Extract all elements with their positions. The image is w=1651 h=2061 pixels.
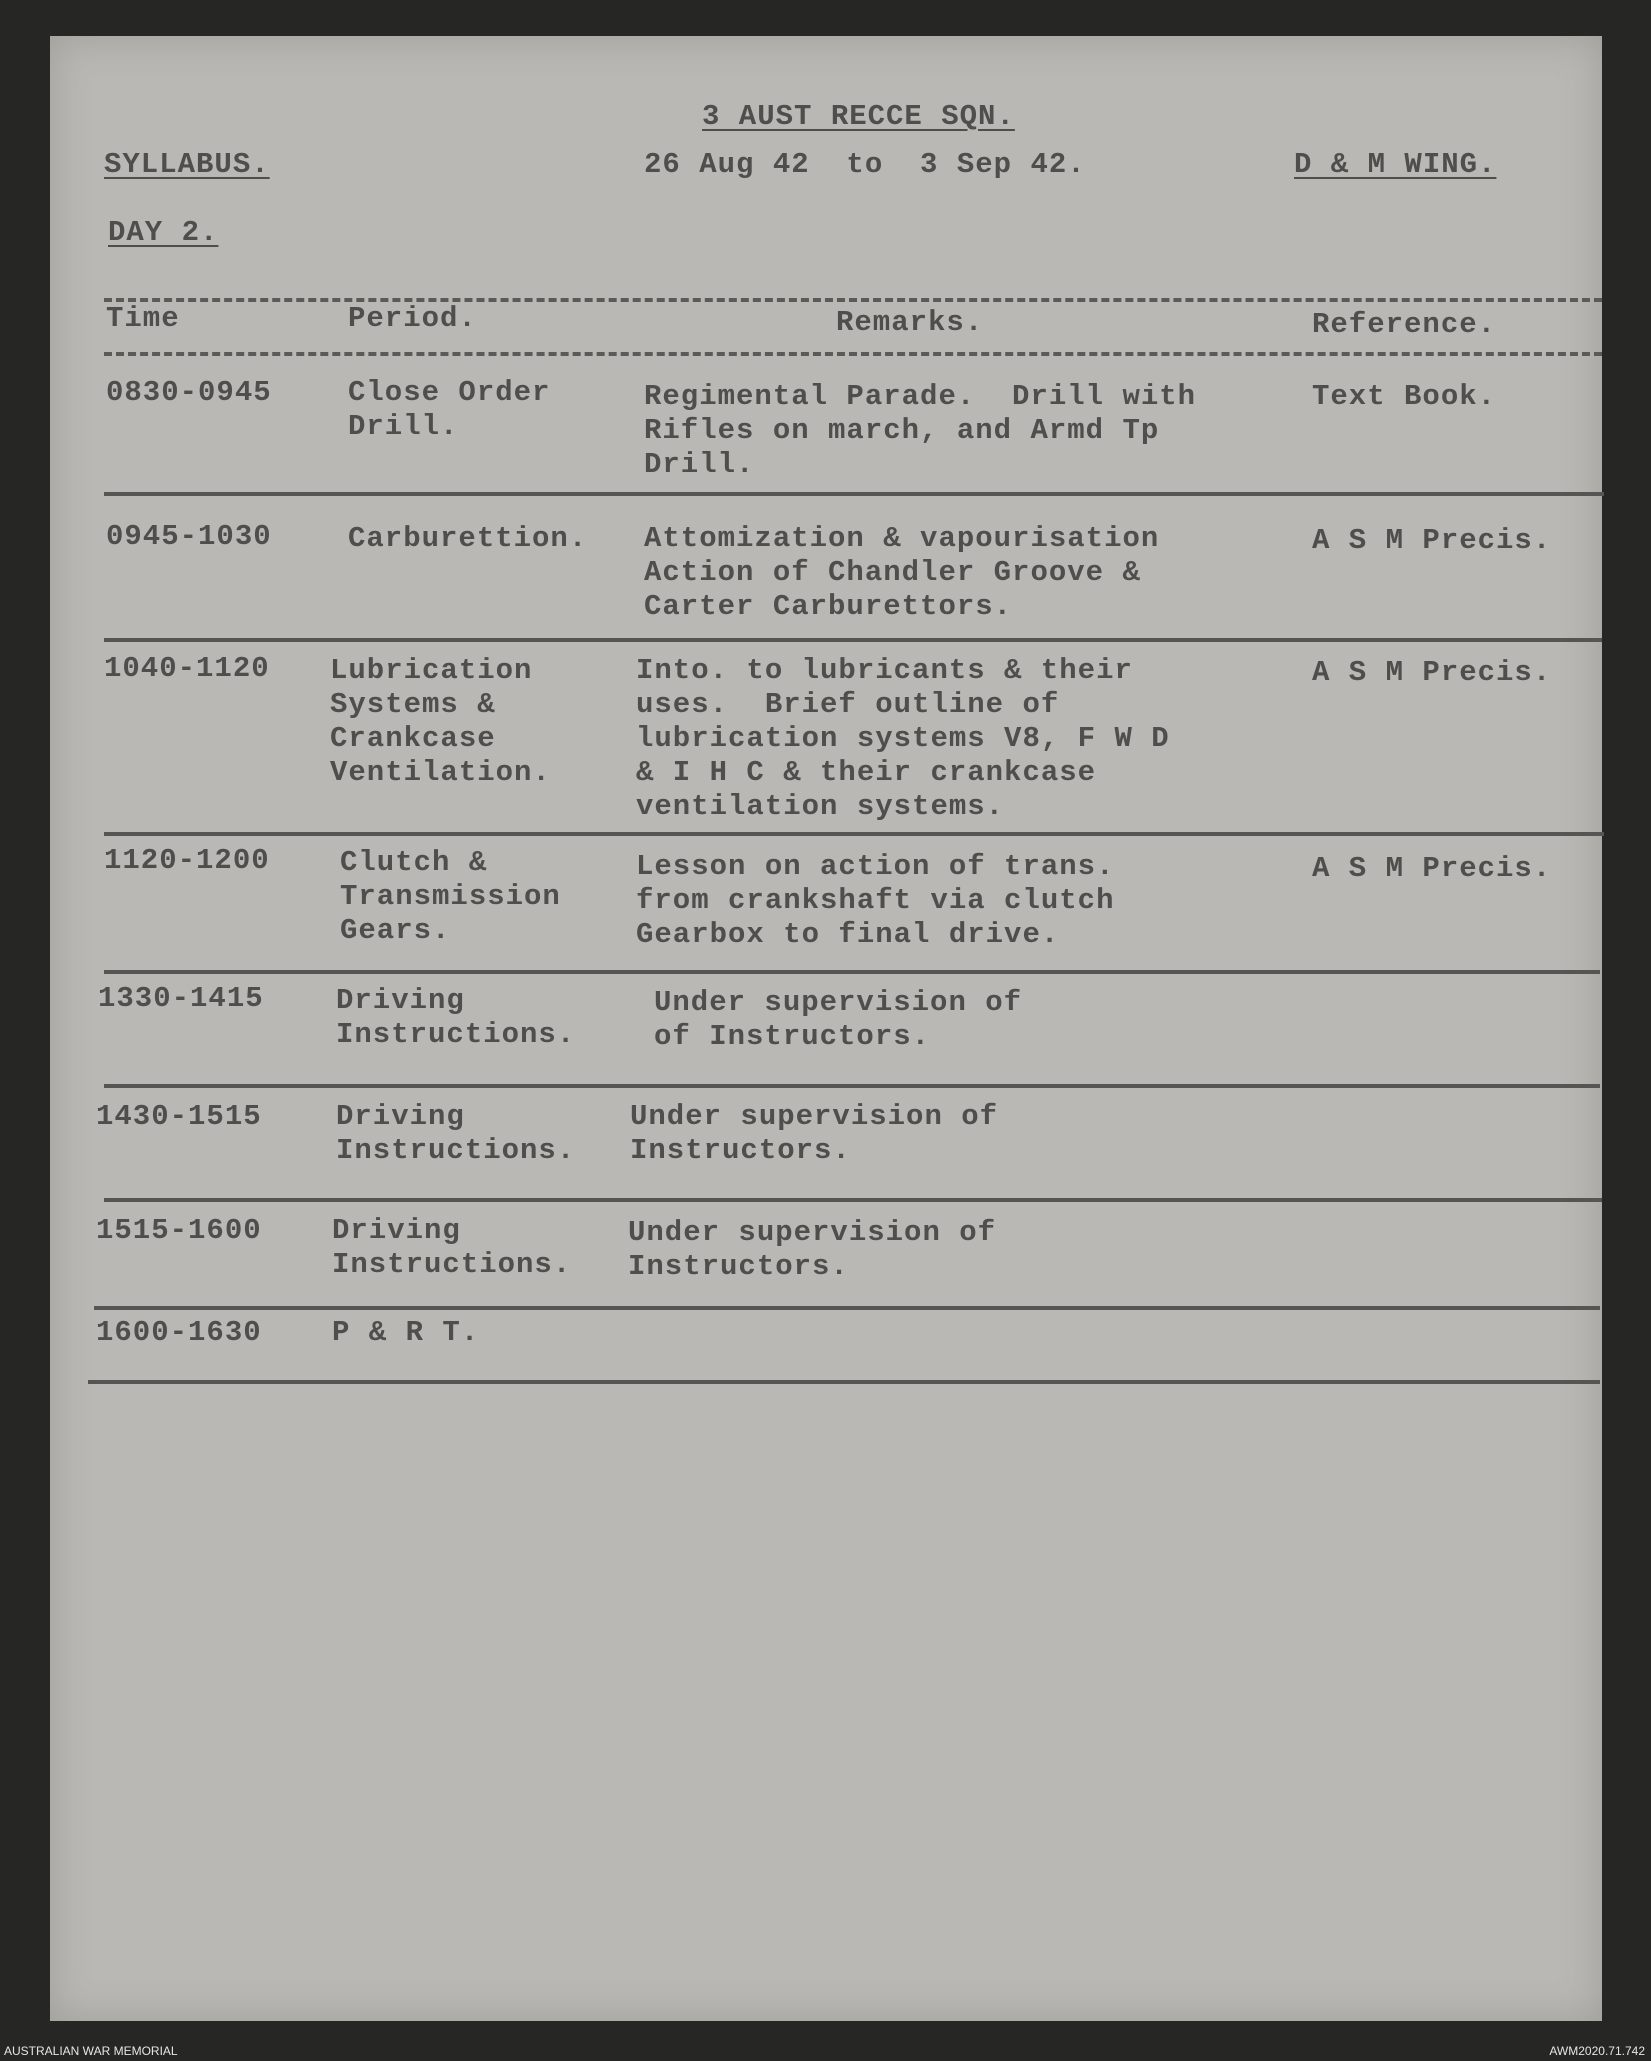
row-7-time: 1515-1600: [96, 1214, 262, 1247]
date-range: 26 Aug 42 to 3 Sep 42.: [644, 148, 1086, 181]
row-2-period: Carburettion.: [348, 522, 588, 555]
row-7-remarks: Under supervision of Instructors.: [628, 1216, 997, 1283]
row-2-divider: [104, 638, 1602, 642]
footer-institution: AUSTRALIAN WAR MEMORIAL: [4, 2044, 178, 2058]
row-7-period: Driving Instructions.: [332, 1214, 572, 1281]
row-8-period: P & R T.: [332, 1316, 480, 1349]
row-1-period: Close Order Drill.: [348, 376, 551, 443]
row-2-time: 0945-1030: [106, 520, 272, 553]
row-1-reference: Text Book.: [1312, 380, 1497, 413]
row-1-divider: [104, 492, 1604, 496]
row-2-reference: A S M Precis.: [1312, 524, 1552, 557]
col-header-time: Time: [106, 302, 180, 335]
row-6-time: 1430-1515: [96, 1100, 262, 1133]
col-header-period: Period.: [348, 302, 477, 335]
document-page: [50, 36, 1602, 2021]
col-header-reference: Reference.: [1312, 308, 1497, 341]
header-bottom-divider: [104, 352, 1602, 356]
row-1-remarks: Regimental Parade. Drill with Rifles on march, and Armd Tp Drill.: [644, 380, 1197, 481]
row-4-divider: [104, 970, 1600, 974]
footer-accession-number: AWM2020.71.742: [1549, 2044, 1645, 2058]
row-6-period: Driving Instructions.: [336, 1100, 576, 1167]
row-7-divider: [94, 1306, 1600, 1310]
row-4-remarks: Lesson on action of trans. from crankshaft via clutch Gearbox to final drive.: [636, 850, 1115, 951]
row-5-time: 1330-1415: [98, 982, 264, 1015]
row-5-period: Driving Instructions.: [336, 984, 576, 1051]
row-5-remarks: Under supervision of of Instructors.: [654, 986, 1023, 1053]
row-4-period: Clutch & Transmission Gears.: [340, 846, 561, 947]
row-3-period: Lubrication Systems & Crankcase Ventilation.: [330, 654, 551, 789]
row-6-divider: [104, 1198, 1602, 1202]
row-6-remarks: Under supervision of Instructors.: [630, 1100, 999, 1167]
unit-title: 3 AUST RECCE SQN.: [702, 100, 1015, 133]
row-3-time: 1040-1120: [104, 652, 270, 685]
row-4-reference: A S M Precis.: [1312, 852, 1552, 885]
header-top-divider: [104, 298, 1602, 302]
row-3-reference: A S M Precis.: [1312, 656, 1552, 689]
day-label: DAY 2.: [108, 216, 219, 249]
row-8-divider: [88, 1380, 1600, 1384]
wing-label: D & M WING.: [1294, 148, 1497, 181]
row-3-remarks: Into. to lubricants & their uses. Brief outline of lubrication systems V8, F W D & I H C & their crankcase ventilation systems.: [636, 654, 1170, 823]
syllabus-label: SYLLABUS.: [104, 148, 270, 181]
row-2-remarks: Attomization & vapourisation Action of Chandler Groove & Carter Carburettors.: [644, 522, 1160, 623]
col-header-remarks: Remarks.: [836, 306, 984, 339]
row-5-divider: [104, 1084, 1600, 1088]
row-8-time: 1600-1630: [96, 1316, 262, 1349]
row-1-time: 0830-0945: [106, 376, 272, 409]
row-4-time: 1120-1200: [104, 844, 270, 877]
row-3-divider: [104, 832, 1604, 836]
